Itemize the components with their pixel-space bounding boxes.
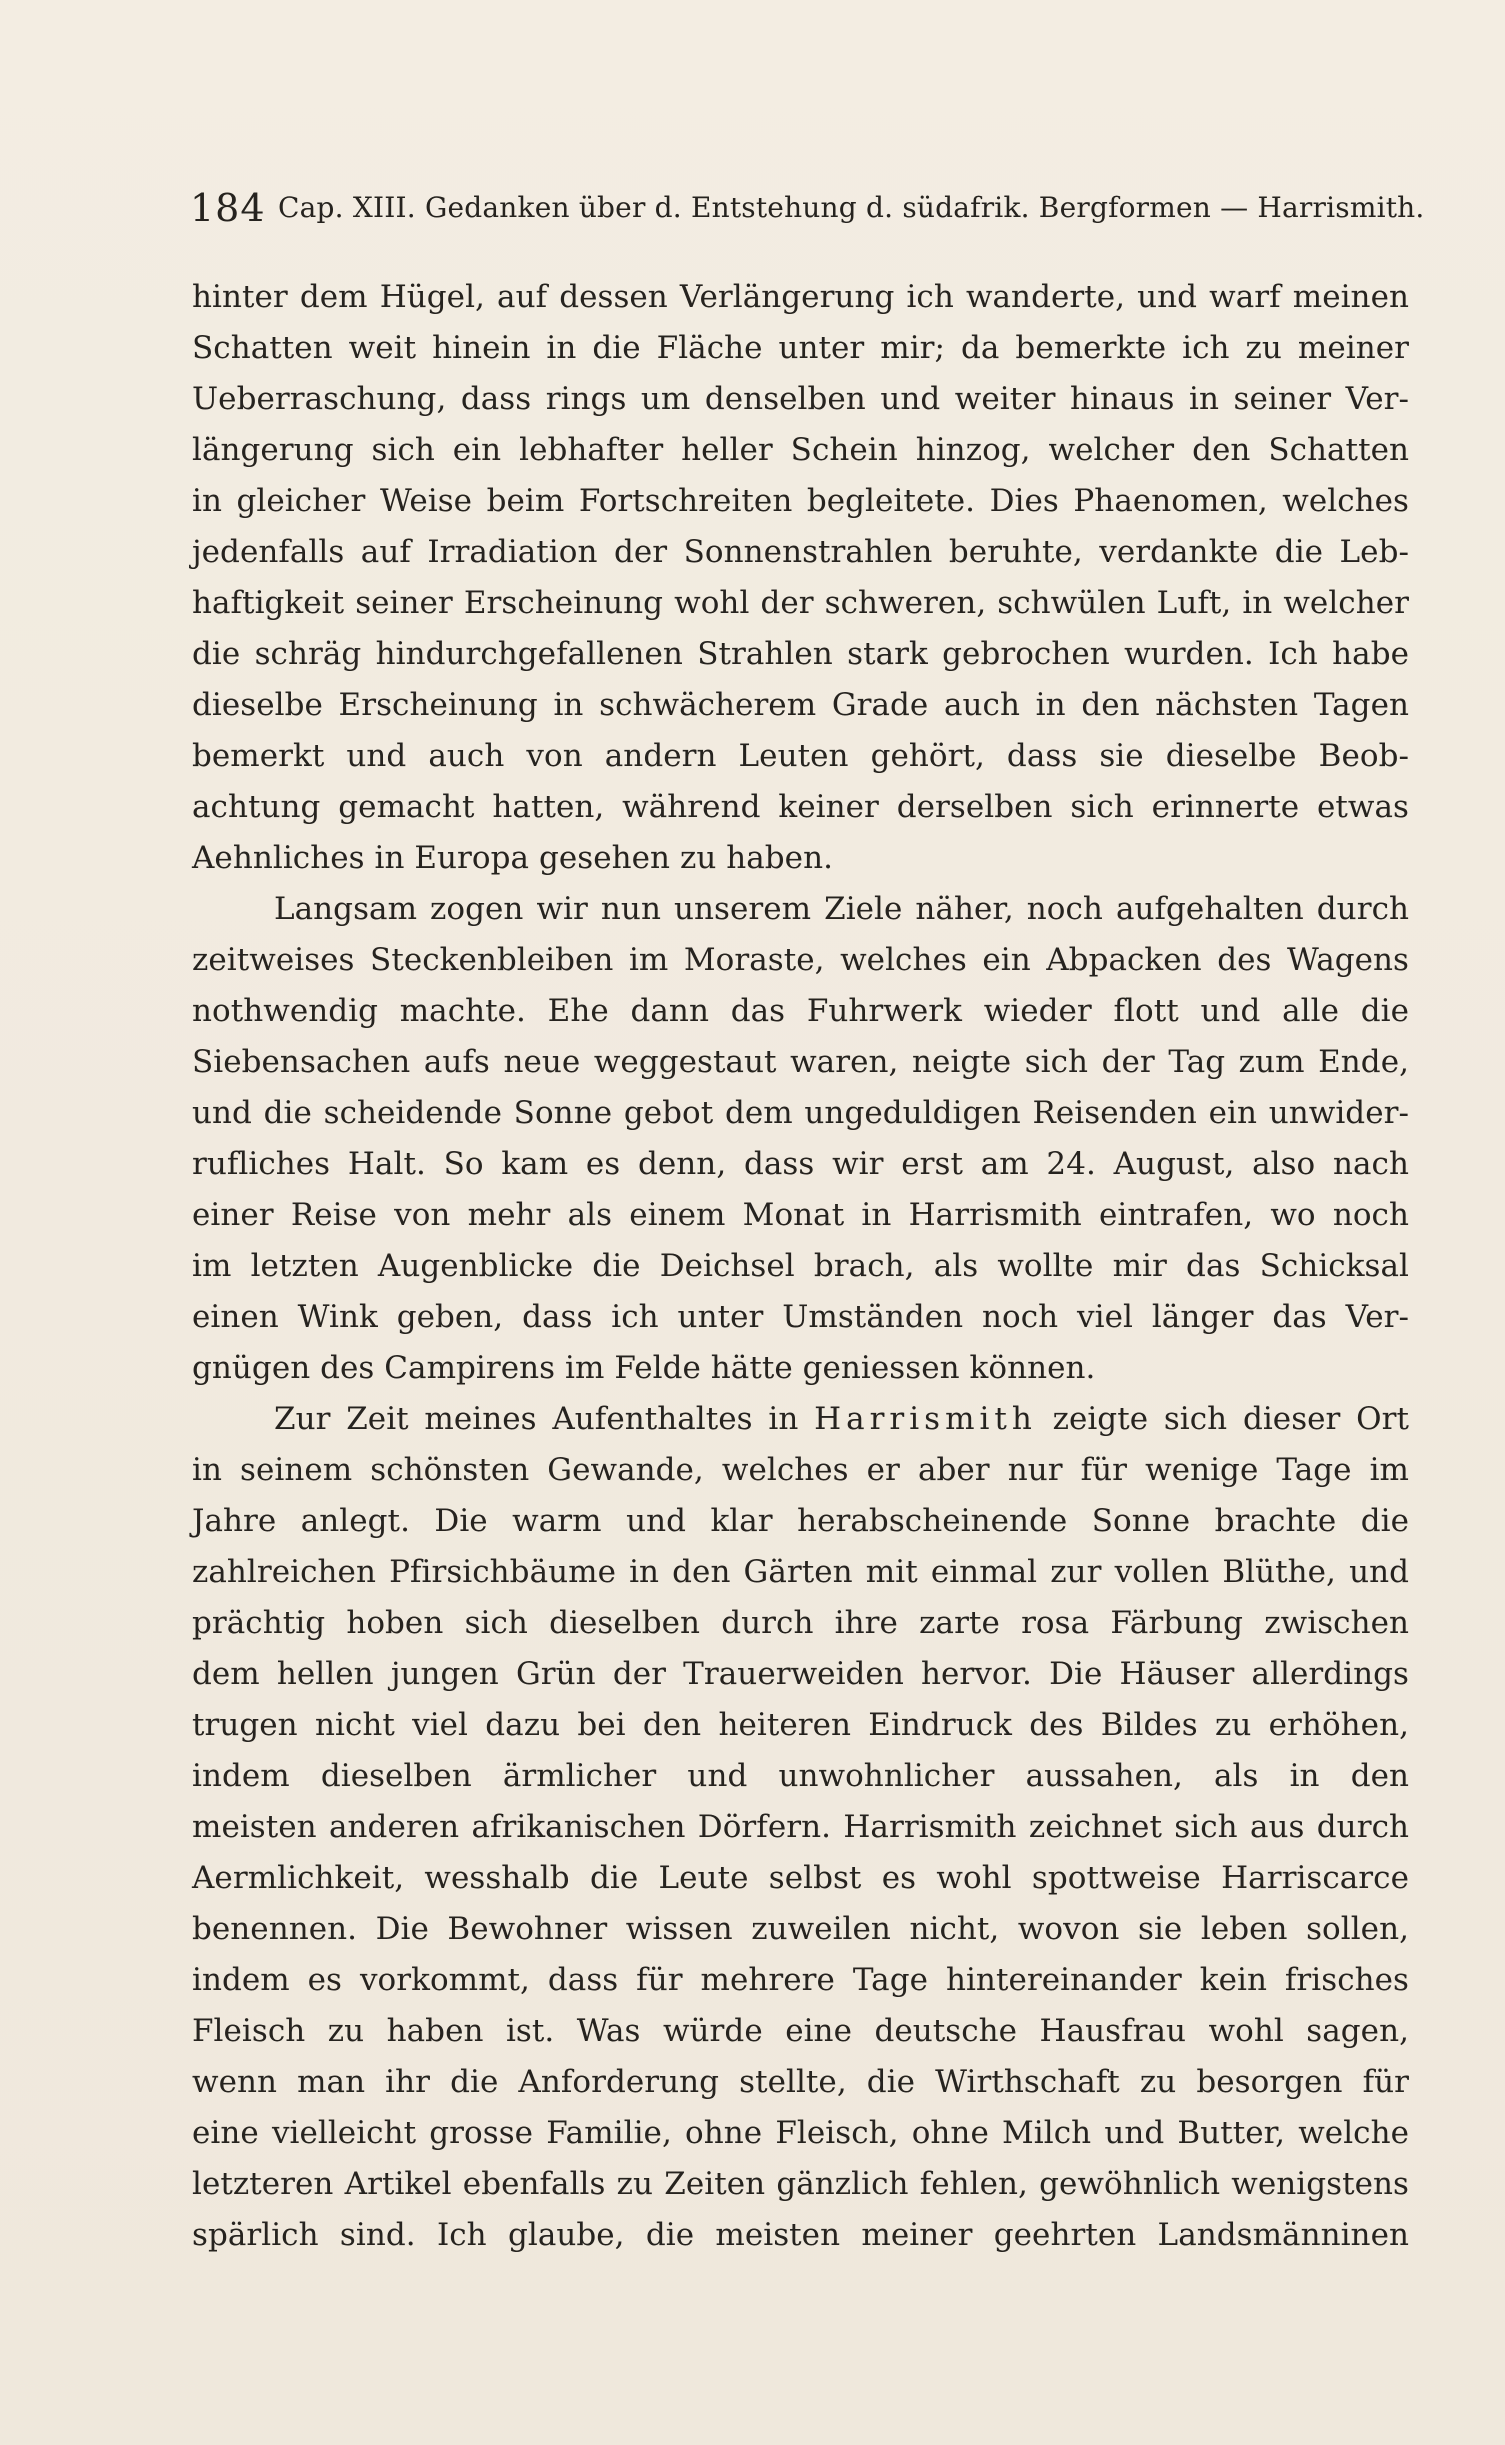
- page-number: 184: [190, 186, 266, 230]
- text-line: Fleisch zu haben ist. Was würde eine deutsche Hausfrau wohl sagen,: [192, 2013, 1409, 2049]
- text-line: Schatten weit hinein in die Fläche unter mir; da bemerkte ich zu meiner: [192, 330, 1409, 366]
- text-line: im letzten Augenblicke die Deichsel brach, als wollte mir das Schicksal: [192, 1248, 1409, 1284]
- text-line: in gleicher Weise beim Fortschreiten begleitete. Dies Phaenomen, welches: [192, 483, 1409, 519]
- text-line: rufliches Halt. So kam es denn, dass wir erst am 24. August, also nach: [192, 1146, 1409, 1182]
- text-line: Aermlichkeit, wesshalb die Leute selbst es wohl spottweise Harriscarce: [192, 1860, 1409, 1896]
- text-line: die schräg hindurchgefallenen Strahlen stark gebrochen wurden. Ich habe: [192, 636, 1409, 672]
- running-head: Cap. XIII. Gedanken über d. Entstehung d. südafrik. Bergformen — Harrismith.: [278, 191, 1425, 224]
- body-text: [192, 272, 1409, 2261]
- text-line: nothwendig machte. Ehe dann das Fuhrwerk wieder flott und alle die: [192, 993, 1409, 1029]
- text-line: bemerkt und auch von andern Leuten gehört, dass sie dieselbe Beob-: [192, 738, 1409, 774]
- text-line: längerung sich ein lebhafter heller Schein hinzog, welcher den Schatten: [192, 432, 1409, 468]
- text-line: benennen. Die Bewohner wissen zuweilen nicht, wovon sie leben sollen,: [192, 1911, 1409, 1947]
- text-line: in seinem schönsten Gewande, welches er aber nur für wenige Tage im: [192, 1452, 1409, 1488]
- text-line: Jahre anlegt. Die warm und klar herabscheinende Sonne brachte die: [192, 1503, 1409, 1539]
- text-line: dem hellen jungen Grün der Trauerweiden hervor. Die Häuser allerdings: [192, 1656, 1409, 1692]
- text-line: dieselbe Erscheinung in schwächerem Grade auch in den nächsten Tagen: [192, 687, 1409, 723]
- text-line: indem dieselben ärmlicher und unwohnlicher aussahen, als in den: [192, 1758, 1409, 1794]
- text-line: eine vielleicht grosse Familie, ohne Fleisch, ohne Milch und Butter, welche: [192, 2115, 1409, 2151]
- text-segment: Zur Zeit meines Aufenthaltes in: [274, 1401, 799, 1437]
- text-line: meisten anderen afrikanischen Dörfern. Harrismith zeichnet sich aus durch: [192, 1809, 1409, 1845]
- text-line: wenn man ihr die Anforderung stellte, die Wirthschaft zu besorgen für: [192, 2064, 1409, 2100]
- text-line: trugen nicht viel dazu bei den heiteren Eindruck des Bildes zu erhöhen,: [192, 1707, 1409, 1743]
- text-line: Ueberraschung, dass rings um denselben und weiter hinaus in seiner Ver-: [192, 381, 1409, 417]
- text-line: hinter dem Hügel, auf dessen Verlängerung ich wanderte, und warf meinen: [192, 279, 1409, 315]
- text-line: jedenfalls auf Irradiation der Sonnenstrahlen beruhte, verdankte die Leb-: [192, 534, 1409, 570]
- text-line: zahlreichen Pfirsichbäume in den Gärten mit einmal zur vollen Blüthe, und: [192, 1554, 1409, 1590]
- page-header: [190, 182, 1425, 234]
- text-line: Siebensachen aufs neue weggestaut waren, neigte sich der Tag zum Ende,: [192, 1044, 1409, 1080]
- text-line: letzteren Artikel ebenfalls zu Zeiten gänzlich fehlen, gewöhnlich wenigstens: [192, 2166, 1409, 2202]
- text-line: Langsam zogen wir nun unserem Ziele näher, noch aufgehalten durch: [274, 891, 1409, 927]
- text-line: [192, 1394, 1409, 1445]
- text-segment: zeigte sich dieser Ort: [1052, 1401, 1410, 1437]
- place-name-spaced: Harrismith: [814, 1401, 1037, 1437]
- text-line: indem es vorkommt, dass für mehrere Tage hintereinander kein frisches: [192, 1962, 1409, 1998]
- text-line: einer Reise von mehr als einem Monat in Harrismith eintrafen, wo noch: [192, 1197, 1409, 1233]
- text-line: Aehnliches in Europa gesehen zu haben.: [192, 840, 834, 876]
- text-line: einen Wink geben, dass ich unter Umständen noch viel länger das Ver-: [192, 1299, 1409, 1335]
- text-line: spärlich sind. Ich glaube, die meisten meiner geehrten Landsmänninen: [192, 2217, 1409, 2253]
- text-line: prächtig hoben sich dieselben durch ihre zarte rosa Färbung zwischen: [192, 1605, 1409, 1641]
- text-line: achtung gemacht hatten, während keiner derselben sich erinnerte etwas: [192, 789, 1409, 825]
- text-line: gnügen des Campirens im Felde hätte geniessen können.: [192, 1350, 1096, 1386]
- text-line: zeitweises Steckenbleiben im Moraste, welches ein Abpacken des Wagens: [192, 942, 1409, 978]
- text-line: und die scheidende Sonne gebot dem ungeduldigen Reisenden ein unwider-: [192, 1095, 1409, 1131]
- text-line: haftigkeit seiner Erscheinung wohl der schweren, schwülen Luft, in welcher: [192, 585, 1409, 621]
